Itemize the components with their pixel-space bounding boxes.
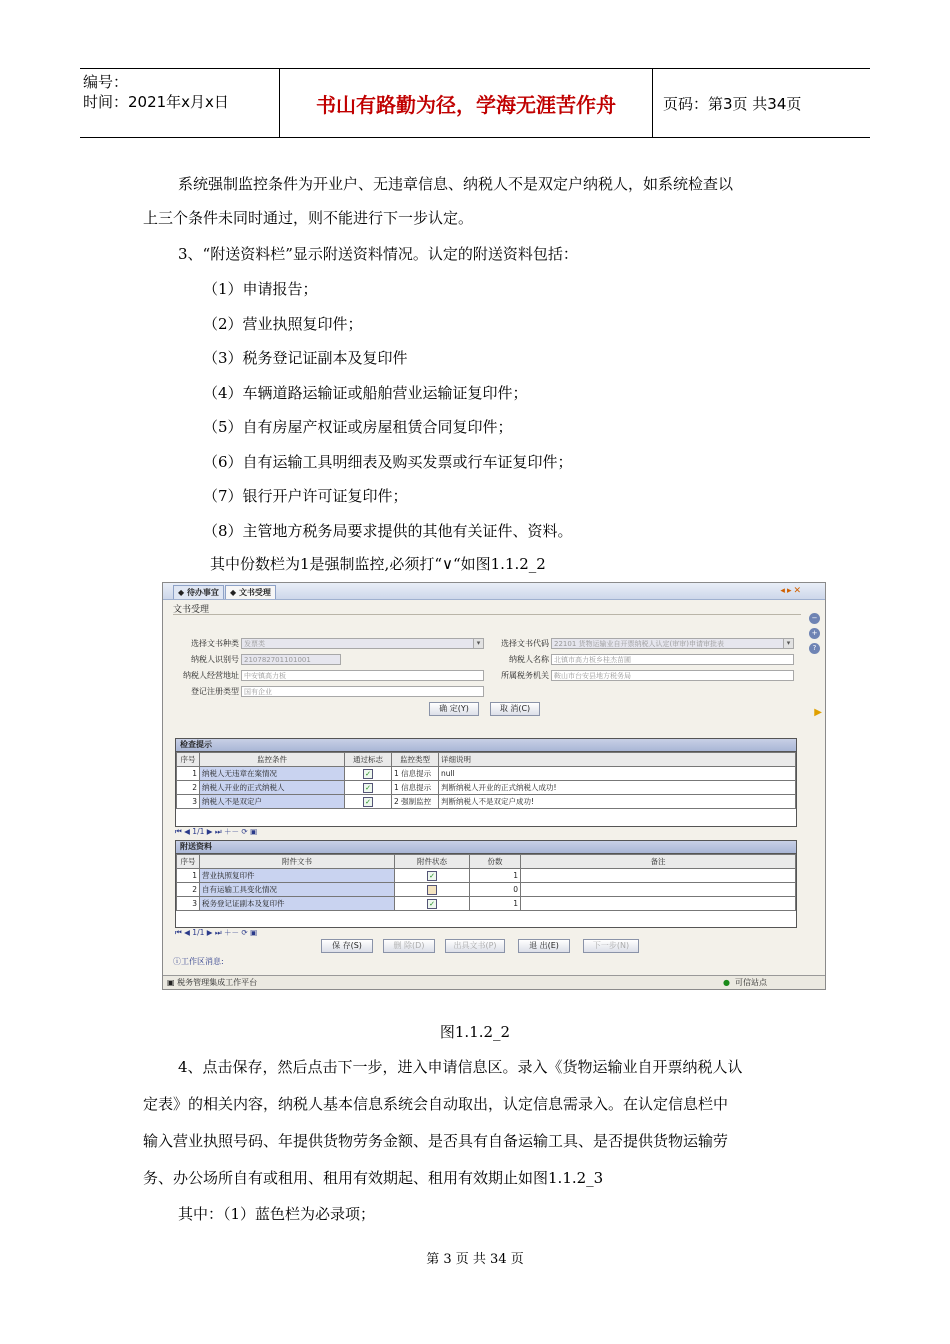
checkbox[interactable]: ✓ — [427, 899, 437, 909]
window-controls-icon[interactable]: ◂▸✕ — [780, 586, 803, 596]
page-footer: 第 3 页 共 34 页 — [426, 1252, 524, 1267]
col-header: 份数 — [470, 855, 521, 869]
workarea-message: ⓘ工作区消息: — [173, 957, 224, 966]
document-header — [80, 68, 870, 138]
trusted-site-icon: ● — [723, 978, 730, 987]
checkbox[interactable]: ✓ — [363, 769, 373, 779]
checkbox[interactable]: ✓ — [363, 797, 373, 807]
reg-type-label: 登记注册类型 — [191, 687, 239, 696]
header-page: 页码：第3页 共34页 — [663, 94, 802, 113]
tab-todo[interactable]: ◆ 待办事宜 — [173, 585, 224, 599]
cancel-button[interactable]: 取 消(C) — [490, 702, 540, 716]
address-field[interactable]: 中安镇高力板 — [241, 670, 484, 681]
paragraph-4d: 务、办公场所自有或租用、租用有效期起、租用有效期止如图1.1.2_3 — [143, 1169, 604, 1187]
breadcrumb: 文书受理 — [173, 605, 210, 615]
list-item: （2）营业执照复印件； — [203, 315, 363, 333]
col-header: 序号 — [177, 855, 200, 869]
col-header: 附件状态 — [395, 855, 470, 869]
save-button[interactable]: 保 存(S) — [321, 939, 373, 953]
header-meta — [80, 69, 280, 137]
figure-caption: 图1.1.2_2 — [439, 1023, 511, 1041]
taxpayer-name-label: 纳税人名称 — [509, 655, 549, 664]
paragraph-4a: 4、点击保存，然后点击下一步，进入申请信息区。录入《货物运输业自开票纳税人认 — [178, 1058, 743, 1076]
help-icon[interactable]: ? — [809, 643, 820, 654]
table-row[interactable]: 3 税务登记证副本及复印件 ✓ 1 — [177, 897, 796, 911]
header-motto: 书山有路勤为径，学海无涯苦作舟 — [280, 69, 653, 137]
table-row[interactable]: 2 自有运输工具变化情况 0 — [177, 883, 796, 897]
list-item: （6）自有运输工具明细表及购买发票或行车证复印件； — [203, 453, 573, 471]
table-row[interactable]: 2 纳税人开业的正式纳税人 ✓ 1 信息提示 判断纳税人开业的正式纳税人成功! — [177, 781, 796, 795]
col-header: 监控条件 — [200, 753, 345, 767]
tab-doc-accept[interactable]: ◆ 文书受理 — [225, 585, 276, 599]
paragraph-4c: 输入营业执照号码、年提供货物劳务金额、是否具有自备运输工具、是否提供货物运输劳 — [143, 1132, 729, 1150]
col-header: 通过标志 — [345, 753, 392, 767]
check-table — [176, 752, 796, 809]
status-right: 可信站点 — [735, 978, 767, 987]
table-row[interactable]: 3 纳税人不是双定户 ✓ 2 强制监控 判断纳税人不是双定户成功! — [177, 795, 796, 809]
checkbox[interactable]: ✓ — [363, 783, 373, 793]
attach-table — [176, 854, 796, 911]
table-row[interactable]: 1 营业执照复印件 ✓ 1 — [177, 869, 796, 883]
doc-type-label: 选择文书种类 — [191, 639, 239, 648]
checkbox[interactable]: ✓ — [427, 871, 437, 881]
page-icon: ▣ — [167, 978, 175, 987]
side-toolbar — [809, 613, 823, 658]
status-left: 税务管理集成工作平台 — [177, 978, 258, 987]
col-header: 附件文书 — [200, 855, 395, 869]
attach-pager[interactable]: ⏮ ◀ 1/1 ▶ ⏭ ＋－ ⟳ ▣ — [175, 928, 258, 937]
list-item: （4）车辆道路运输证或船舶营业运输证复印件； — [203, 384, 528, 402]
figure-note: 其中份数栏为1是强制监控,必须打“∨“如图1.1.2_2 — [210, 555, 546, 573]
paragraph-4b: 定表》的相关内容，纳税人基本信息系统会自动取出，认定信息需录入。在认定信息栏中 — [143, 1095, 729, 1113]
tax-office-label: 所属税务机关 — [501, 671, 549, 680]
list-item: （7）银行开户许可证复印件； — [203, 487, 408, 505]
taxpayer-id-field[interactable]: 210782701101001 — [241, 654, 341, 665]
taxpayer-name-field[interactable]: 北镇市高力板乡桂杰苗圃 — [551, 654, 794, 665]
checkbox[interactable] — [427, 885, 437, 895]
doc-type-select[interactable]: 发票类 ▾ — [241, 638, 484, 649]
check-pager[interactable]: ⏮ ◀ 1/1 ▶ ⏭ ＋－ ⟳ ▣ — [175, 827, 258, 836]
paragraph-1b: 上三个条件未同时通过，则不能进行下一步认定。 — [143, 209, 474, 227]
col-header: 备注 — [521, 855, 796, 869]
tab-bar — [163, 583, 825, 600]
attach-grid-title: 附送资料 — [176, 841, 796, 854]
divider — [173, 614, 801, 615]
expand-icon[interactable]: + — [809, 628, 820, 639]
list-item: （8）主管地方税务局要求提供的其他有关证件、资料。 — [203, 522, 573, 540]
list-item: （5）自有房屋产权证或房屋租赁合同复印件； — [203, 418, 513, 436]
attach-grid — [175, 840, 797, 928]
header-number: 编号： — [83, 73, 129, 91]
doc-code-label: 选择文书代码 — [501, 639, 549, 648]
check-grid-title: 检查提示 — [176, 739, 796, 752]
header-date: 时间：2021年x月x日 — [83, 93, 229, 111]
print-doc-button[interactable]: 出具文书(P) — [445, 939, 505, 953]
table-row[interactable]: 1 纳税人无违章在案情况 ✓ 1 信息提示 null — [177, 767, 796, 781]
address-label: 纳税人经营地址 — [183, 671, 239, 680]
check-grid — [175, 738, 797, 827]
tax-office-field[interactable]: 鞍山市台安县地方税务局 — [551, 670, 794, 681]
list-item: （3）税务登记证副本及复印件 — [203, 349, 408, 367]
delete-button[interactable]: 删 除(D) — [383, 939, 435, 953]
doc-code-select[interactable]: 22101 货物运输业自开票纳税人认定(审审)申请审批表 ▾ — [551, 638, 794, 649]
taxpayer-id-label: 纳税人识别号 — [191, 655, 239, 664]
collapse-icon[interactable]: − — [809, 613, 820, 624]
col-header: 详细说明 — [439, 753, 796, 767]
reg-type-field[interactable]: 国有企业 — [241, 686, 484, 697]
col-header: 序号 — [177, 753, 200, 767]
confirm-button[interactable]: 确 定(Y) — [429, 702, 479, 716]
embedded-screenshot — [162, 582, 826, 990]
item-3: 3、“附送资料栏”显示附送资料情况。认定的附送资料包括： — [178, 245, 578, 263]
next-step-button[interactable]: 下一步(N) — [583, 939, 639, 953]
col-header: 监控类型 — [392, 753, 439, 767]
paragraph-1a: 系统强制监控条件为开业户、无违章信息、纳税人不是双定户纳税人，如系统检查以 — [178, 175, 734, 193]
exit-button[interactable]: 退 出(E) — [518, 939, 570, 953]
paragraph-5: 其中：（1）蓝色栏为必录项； — [178, 1205, 376, 1223]
list-item: （1）申请报告； — [203, 280, 318, 298]
arrow-icon[interactable]: ▶ — [814, 707, 822, 718]
status-bar — [163, 975, 825, 989]
